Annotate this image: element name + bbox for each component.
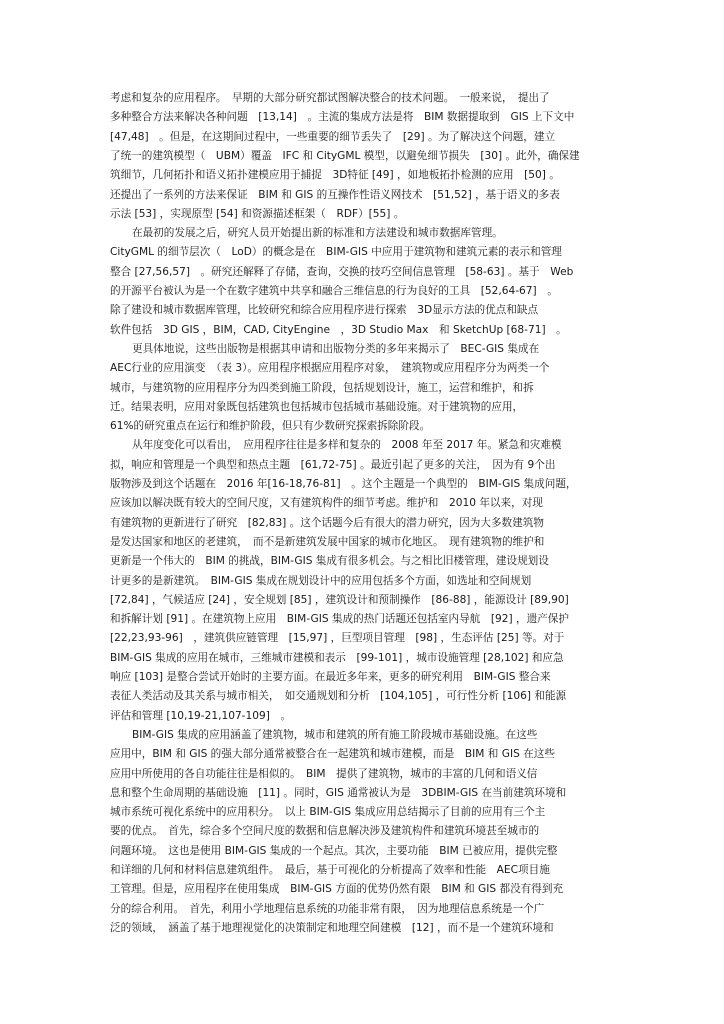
text-line: 和拆解计划 [91] 。在建筑物上应用 BIM-GIS 集成的热门话题还包括室内导航 [92] ，遗产保护 [110,613,569,626]
text-line: [47,48] 。但是，在这期间过程中，一些重要的细节丢失了 [29] 。为了解决这个问题，建立 [110,130,556,143]
text-line: 考虑和复杂的应用程序。 早期的大部分研究都试图解决整合的技术问题。 一般来说， 提出了 [110,92,550,104]
text-line: [22,23,93-96] ，建筑供应链管理 [15,97] ，巨型项目管理 [98] ，生态评估 [25] 等。对于 [110,632,565,645]
text-line: [72,84] ，气候适应 [24] ，安全规划 [85] ，建筑设计和预制操作 [86-88] ，能源设计 [89,90] [110,593,569,606]
text-line: 泛的领域， 涵盖了基于地理视觉化的决策制定和地理空间建模 [12] ，而不是一个建筑环境和 [110,921,554,934]
text-line: CityGML 的细节层次（ LoD）的概念是在 BIM-GIS 中应用于建筑物和建筑元素的表示和管理 [110,246,562,259]
text-line: AEC行业的应用演变 （表 3）。应用程序根据应用程序对象， 建筑物或应用程序分为两类一个 [110,362,550,375]
text-line: 息和整个生命周期的基础设施 [11] 。同时，GIS 通常被认为是 3DBIM-GIS 在当前建筑环境和 [110,786,567,799]
text-line: 表征人类活动及其关系与城市相关， 如交通规划和分析 [104,105] ，可行性分析 [106] 和能源 [110,690,567,703]
text-line: 的开源平台被认为是一个在数字建筑中共享和融合三维信息的行为良好的工具 [52,64-67] 。 [110,285,558,297]
text-line: 软件包括 3D GIS ，BIM，CAD, CityEngine ，3D Studio Max 和 SketchUp [68-71] 。 [110,323,567,336]
text-line: 应该加以解决既有较大的空间尺度，又有建筑构件的细节考虑。维护和 2010 年以来，对现 [110,497,543,510]
text-line: 评估和管理 [10,19-21,107-109] 。 [110,709,292,722]
text-line: 应用中，BIM 和 GIS 的强大部分通常被整合在一起建筑和城市建模，而是 BIM 和 GIS 在这些 [110,748,555,761]
text-line: 了统一的建筑模型（ UBM）覆盖 IFC 和 CityGML 模型，以避免细节损失 [30] 。此外，确保建 [110,149,580,162]
text-line: 工管理。但是，应用程序在使用集成 BIM-GIS 方面的优势仍然有限 BIM 和 GIS 都没有得到充 [110,883,564,896]
text-line: 除了建设和城市数据库管理，比较研究和综合应用程序进行探索 3D显示方法的优点和缺点 [110,304,539,317]
text-line: 城市系统可视化系统中的应用积分。 以上 BIM-GIS 集成应用总结揭示了目前的应用有三个主 [110,806,546,819]
text-line: 有建筑物的更新进行了研究 [82,83] 。这个话题今后有很大的潜力研究，因为大多数建筑物 [110,516,544,529]
text-line: 示法 [53] ，实现原型 [54] 和资源描述框架（ RDF）[55] 。 [110,207,405,220]
text-line: 版物涉及到这个话题在 2016 年[16-18,76-81] 。这个主题是一个典型的 BIM-GIS 集成问题， [110,478,577,490]
text-line: 和详细的几何和材料信息建筑组件。 最后，基于可视化的分析提高了效率和性能 AEC项目施 [110,864,550,876]
text-line: 整合 [27,56,57] 。研究还解释了存储，查询，交换的技巧空间信息管理 [58-63] 。基于 Web [110,265,574,278]
text-line: 应用中所使用的各自功能往往是相似的。 BIM 提供了建筑物，城市的丰富的几何和语义信 [110,767,538,780]
text-line: 城市，与建筑物的应用程序分为四类到施工阶段，包括规划设计，施工，运营和维护，和拆 [110,381,534,394]
text-line: 多种整合方法来解决各种问题 [13,14] 。主流的集成方法是将 BIM 数据提取到 GIS 上下文中 [110,111,575,124]
text-line: 响应 [103] 是整合尝试开始时的主要方面。在最近多年来，更多的研究利用 BIM-GIS 整合来 [110,671,551,683]
text-line: BIM-GIS 集成的应用涵盖了建筑物，城市和建筑的所有施工阶段城市基础设施。在这些 [132,728,538,741]
text-line: 还提出了一系列的方法来保证 BIM 和 GIS 的互操作性语义网技术 [51,52] ，基于语义的多表 [110,188,560,201]
text-line: 分的综合利用。 首先，利用小学地理信息系统的功能非常有限， 因为地理信息系统是一个广 [110,902,545,915]
text-line: 计更多的是新建筑。 BIM-GIS 集成在规划设计中的应用包括多个方面，如选址和空间规划 [110,574,532,587]
text-line: 是发达国家和地区的老建筑， 而不是新建筑发展中国家的城市化地区。 现有建筑物的维护和 [110,535,545,548]
text-line: 61%的研究重点在运行和维护阶段，但只有少数研究探索拆除阶段。 [110,420,431,433]
text-line: BIM-GIS 集成的应用在城市，三维城市建模和表示 [99-101] ，城市设施管理 [28,102] 和应急 [110,651,564,664]
text-line: 从年度变化可以看出， 应用程序往往是多样和复杂的 2008 年至 2017 年。紧急和灾难模 [132,439,562,452]
text-line: 在最初的发展之后，研究人员开始提出新的标准和方法建设和城市数据库管理。 [132,227,503,240]
text-line: 要的优点。 首先，综合多个空间尺度的数据和信息解决涉及建筑构件和建筑环境甚至城市的 [110,825,540,838]
text-line: 更新是一个伟大的 BIM 的挑战，BIM-GIS 集成有很多机会。与之相比旧楼管理，建设规划设 [110,555,549,568]
text-line: 更具体地说，这些出版物是根据其申请和出版物分类的多年来揭示了 BEC-GIS 集成在 [132,342,540,355]
text-line: 拟，响应和管理是一个典型和热点主题 [61,72-75] 。最近引起了更多的关注， 因为有 9个出 [110,458,556,471]
text-line: 迁。结果表明，应用对象既包括建筑也包括城市包括城市基础设施。对于建筑物的应用， [110,400,524,413]
text-line: 筑细节，几何拓扑和语义拓扑建模应用于捕捉 3D特征 [49] ，如地板拓扑检测的应用 [50] 。 [110,169,560,182]
text-line: 问题环境。 这也是使用 BIM-GIS 集成的一个起点。其次，主要功能 BIM 已被应用，提供完整 [110,844,558,857]
